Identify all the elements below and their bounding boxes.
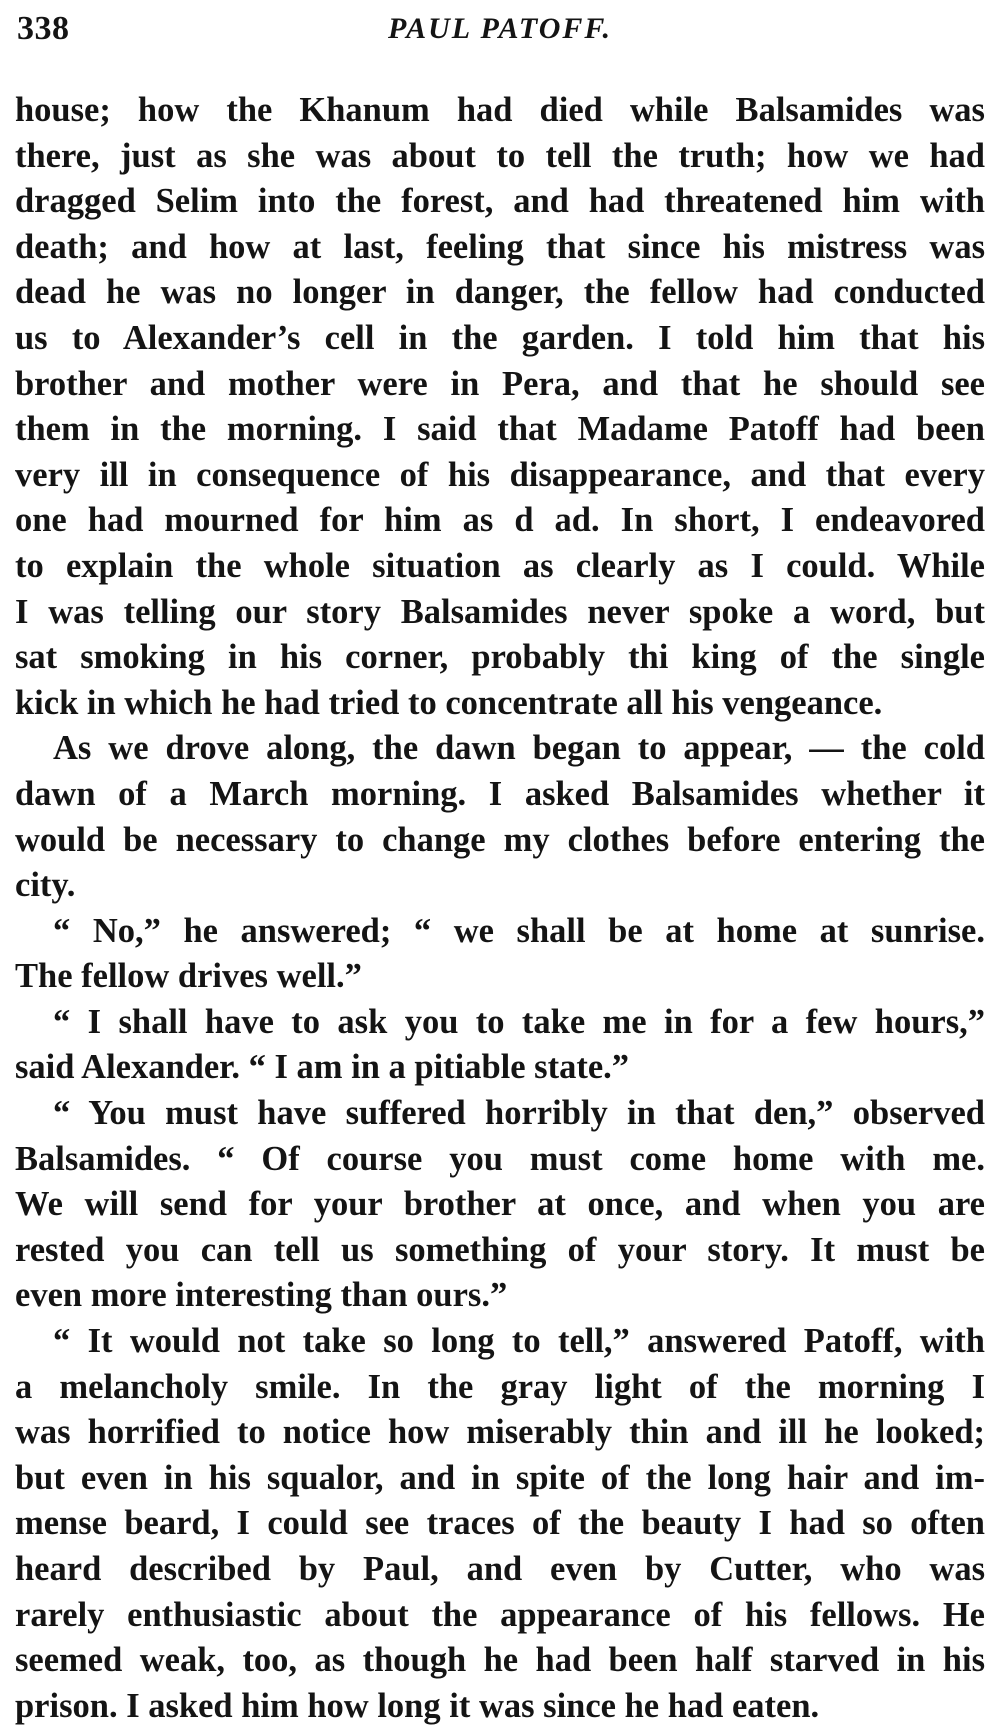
running-head [15, 6, 985, 58]
text-line: heard described by Paul, and even by Cutter, who was [15, 1550, 985, 1588]
text-line: rested you can tell us something of your story. It must be [15, 1230, 985, 1269]
text-line: us to Alexander’s cell in the garden. I told him that his [15, 318, 985, 357]
text-line: dead he was no longer in danger, the fellow had conducted [15, 273, 985, 312]
text-line: Balsamides. “ Of course you must come home with me. [15, 1139, 985, 1178]
text-line: The fellow drives well.” [15, 957, 362, 996]
text-line: sat smoking in his corner, probably thi king of the single [15, 638, 985, 677]
text-line: there, just as she was about to tell the truth; how we had [15, 136, 985, 175]
text-line: prison. I asked him how long it was since he had eaten. [15, 1686, 820, 1725]
text-line: We will send for your brother at once, and when you are [15, 1185, 985, 1224]
text-line: I was telling our story Balsamides never spoke a word, but [15, 592, 985, 631]
text-line: them in the morning. I said that Madame Patoff had been [15, 410, 985, 449]
text-line: city. [15, 866, 76, 905]
text-line: brother and mother were in Pera, and that he should see [15, 364, 985, 403]
text-line: dawn of a March morning. I asked Balsamides whether it [15, 774, 985, 813]
text-line: but even in his squalor, and in spite of the long hair and im- [15, 1458, 985, 1497]
text-line: death; and how at last, feeling that since his mistress was [15, 227, 985, 266]
running-title: PAUL PATOFF. [387, 12, 613, 45]
text-line: would be necessary to change my clothes before entering the [15, 820, 985, 859]
text-line: As we drove along, the dawn began to appear, — the cold [53, 729, 985, 768]
text-line: “ You must have suffered horribly in that den,” observed [53, 1094, 985, 1133]
text-body [15, 88, 985, 1729]
text-line: was horrified to notice how miserably thin and ill he looked; [15, 1413, 985, 1452]
text-line: rarely enthusiastic about the appearance of his fellows. He [15, 1595, 985, 1634]
text-line: “ No,” he answered; “ we shall be at home at sunrise. [53, 911, 985, 950]
text-line: even more interesting than ours.” [15, 1276, 508, 1315]
text-line: very ill in consequence of his disappearance, and that every [15, 455, 985, 494]
text-line: one had mourned for him as d ad. In short, I endeavored [15, 501, 985, 540]
text-line: kick in which he had tried to concentrate all his vengeance. [15, 683, 883, 722]
text-line: mense beard, I could see traces of the beauty I had so often [15, 1504, 985, 1543]
text-line: seemed weak, too, as though he had been half starved in his [15, 1641, 985, 1680]
text-line: house; how the Khanum had died while Balsamides was [15, 91, 985, 129]
text-line: dragged Selim into the forest, and had threatened him with [15, 182, 985, 221]
text-line: “ It would not take so long to tell,” answered Patoff, with [53, 1322, 985, 1361]
text-line: “ I shall have to ask you to take me in for a few hours,” [53, 1002, 985, 1041]
book-page [15, 0, 985, 1728]
text-line: said Alexander. “ I am in a pitiable state.” [15, 1048, 630, 1087]
page-number: 338 [17, 10, 70, 47]
text-line: a melancholy smile. In the gray light of the morning I [15, 1367, 985, 1406]
text-line: to explain the whole situation as clearly as I could. While [15, 546, 985, 585]
